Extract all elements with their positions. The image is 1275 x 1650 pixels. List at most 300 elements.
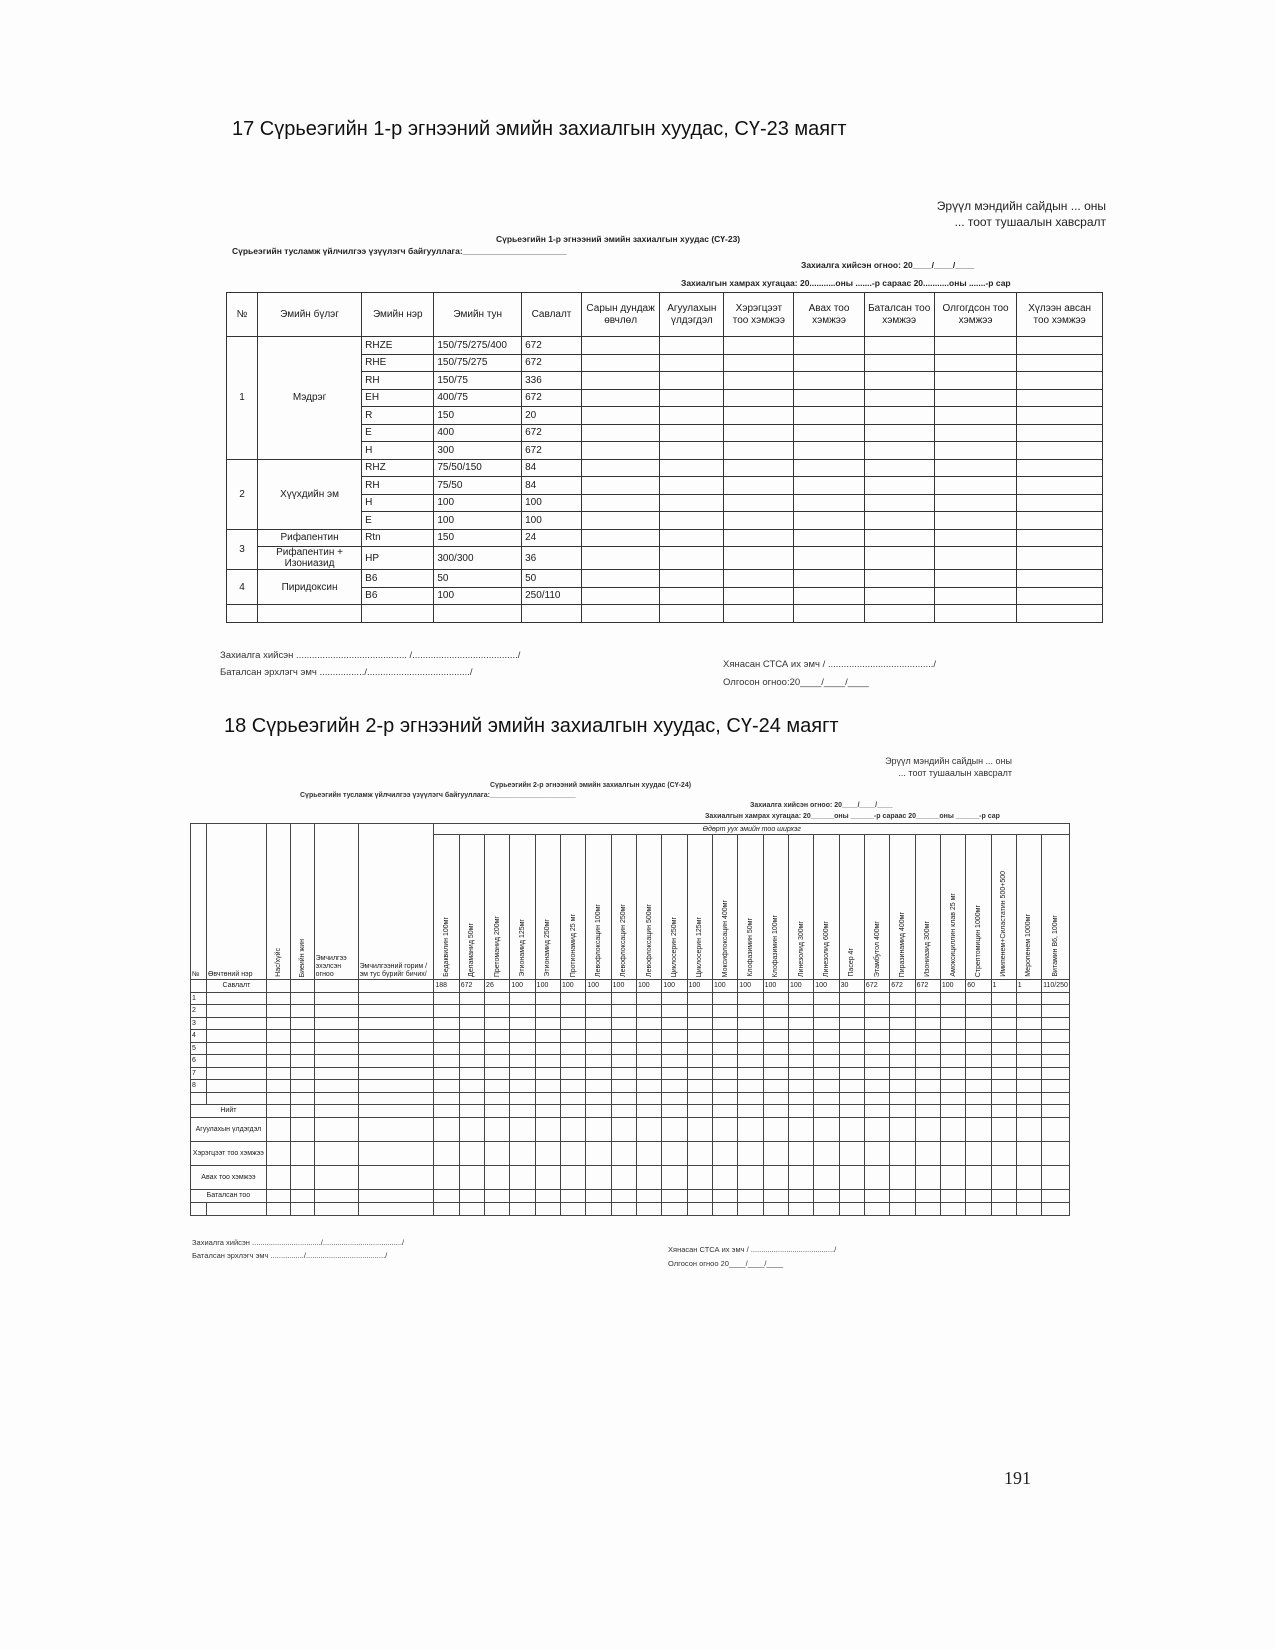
form2-empty-cell: [712, 992, 737, 1005]
form2-row-number: 5: [191, 1042, 207, 1055]
form2-table: [190, 823, 1070, 1216]
form2-empty-cell: [839, 1190, 864, 1203]
form2-empty-cell: [636, 1067, 661, 1080]
form2-empty-cell: [206, 1080, 266, 1093]
form2-empty-cell: [738, 1203, 763, 1216]
form2-note-line2: ... тоот тушаалын хавсралт: [898, 768, 1012, 778]
form2-row-number: 1: [191, 992, 207, 1005]
form2-empty-cell: [561, 1017, 586, 1030]
form2-empty-cell: [485, 1017, 510, 1030]
form2-empty-cell: [358, 1142, 434, 1166]
form1-header-cell: Эмийн бүлэг: [257, 293, 361, 337]
form2-order-note: [885, 755, 1012, 779]
form2-empty-cell: [636, 992, 661, 1005]
form2-empty-cell: [915, 1092, 940, 1105]
form1-empty-cell: [660, 547, 724, 570]
form2-drug-header: [839, 835, 864, 980]
form2-empty-cell: [788, 1005, 813, 1018]
form2-empty-cell: [266, 992, 290, 1005]
form2-empty-cell: [864, 1105, 889, 1118]
form1-cell: EH: [362, 389, 434, 407]
form2-empty-cell: [940, 1203, 965, 1216]
form2-empty-cell: [510, 1030, 535, 1043]
form2-drug-header: [763, 835, 788, 980]
form1-empty-cell: [1017, 372, 1103, 390]
form2-empty-cell: [991, 1105, 1016, 1118]
form1-cell: H: [362, 442, 434, 460]
form2-empty-cell: [358, 980, 434, 993]
form2-empty-cell: [266, 1203, 290, 1216]
form2-empty-cell: [839, 1080, 864, 1093]
form2-empty-cell: [814, 1067, 839, 1080]
form1-cell: 672: [522, 354, 582, 372]
form1-empty-cell: [724, 442, 794, 460]
form2-empty-cell: [206, 992, 266, 1005]
form2-drug-name: Изониазид 300мг: [924, 921, 932, 977]
form1-empty-cell: [660, 587, 724, 605]
form2-empty-cell: [561, 1092, 586, 1105]
form2-empty-cell: [586, 1030, 611, 1043]
form1-cell: RH: [362, 477, 434, 495]
form1-empty-cell: [864, 389, 934, 407]
form1-cell: 50: [434, 570, 522, 588]
form2-empty-cell: [788, 1166, 813, 1190]
form2-empty-cell: [586, 1080, 611, 1093]
form2-empty-cell: [485, 1092, 510, 1105]
form1-group-number: 4: [227, 570, 258, 605]
form1-cell: RHZE: [362, 337, 434, 355]
form1-cell: 84: [522, 459, 582, 477]
form1-cell: H: [362, 494, 434, 512]
form2-drug-header: [966, 835, 991, 980]
form2-empty-cell: [485, 1067, 510, 1080]
form2-drug-name: Клофазимин 50мг: [746, 918, 754, 977]
form1-sig-checked: Хянасан СТСА их эмч / ......................................../: [723, 659, 937, 670]
form2-row-number: 2: [191, 1005, 207, 1018]
form2-empty-cell: [611, 1105, 636, 1118]
form2-empty-cell: [611, 1017, 636, 1030]
form2-empty-cell: [459, 1080, 484, 1093]
form2-empty-cell: [991, 1092, 1016, 1105]
form2-empty-cell: [290, 1142, 314, 1166]
form1-cell: 24: [522, 529, 582, 547]
form2-row-number: [191, 1092, 207, 1105]
form2-empty-cell: [814, 1080, 839, 1093]
form1-empty-cell: [660, 372, 724, 390]
form2-packaging-value: 60: [966, 980, 991, 993]
form2-empty-cell: [459, 1017, 484, 1030]
form1-note-line1: Эрүүл мэндийн сайдын ... оны: [936, 199, 1106, 213]
form1-empty-cell: [581, 442, 659, 460]
form1-empty-cell: [1017, 587, 1103, 605]
form1-table-row: [227, 570, 1103, 588]
form1-empty-cell: [794, 459, 864, 477]
form1-cell: 150: [434, 529, 522, 547]
form2-packaging-value: 100: [687, 980, 712, 993]
form2-empty-cell: [940, 992, 965, 1005]
form2-table-row: [191, 1067, 1070, 1080]
form1-sig-order: Захиалга хийсэн .......................................... /......................................../: [220, 650, 521, 661]
form2-empty-cell: [561, 1142, 586, 1166]
form1-coverage: Захиалгын хамрах хугацаа: 20...........оны .......-р сараас 20...........оны .......-р сар: [681, 278, 1011, 288]
form2-empty-cell: [712, 1055, 737, 1068]
form1-header-cell: Олгогдсон тоо хэмжээ: [934, 293, 1017, 337]
form2-empty-cell: [266, 1030, 290, 1043]
form2-empty-cell: [561, 1166, 586, 1190]
form2-drug-header: [586, 835, 611, 980]
form2-drug-header: [1016, 835, 1041, 980]
form2-empty-cell: [738, 1118, 763, 1142]
form2-empty-cell: [611, 1142, 636, 1166]
form2-empty-cell: [266, 1005, 290, 1018]
form2-empty-cell: [839, 1017, 864, 1030]
form2-drug-name: Левофлоксацин 500мг: [645, 904, 653, 977]
form2-empty-cell: [814, 1203, 839, 1216]
form2-empty-cell: [991, 1166, 1016, 1190]
form1-empty-cell: [660, 459, 724, 477]
form1-empty-cell: [934, 547, 1017, 570]
form2-empty-cell: [788, 1105, 813, 1118]
form1-header-cell: Хэрэгцээт тоо хэмжээ: [724, 293, 794, 337]
form2-empty-cell: [890, 1055, 915, 1068]
form2-empty-cell: [611, 1203, 636, 1216]
form2-summary-row: [191, 1142, 1070, 1166]
form2-empty-cell: [314, 1092, 358, 1105]
form1-empty-cell: [724, 587, 794, 605]
form2-order-date: Захиалга хийсэн огноо: 20____/____/____: [750, 802, 893, 809]
form1-empty-cell: [864, 372, 934, 390]
form2-empty-cell: [839, 1166, 864, 1190]
form2-empty-cell: [1016, 1190, 1041, 1203]
form2-empty-cell: [991, 1190, 1016, 1203]
form2-empty-cell: [314, 1118, 358, 1142]
form2-packaging-value: 100: [561, 980, 586, 993]
form1-empty-cell: [660, 337, 724, 355]
form2-empty-cell: [712, 1166, 737, 1190]
form1-empty-cell: [934, 494, 1017, 512]
form2-empty-cell: [485, 1030, 510, 1043]
form1-empty-cell: [1017, 407, 1103, 425]
form2-empty-cell: [687, 1118, 712, 1142]
form1-empty-cell: [934, 477, 1017, 495]
form2-empty-cell: [485, 1105, 510, 1118]
form2-empty-cell: [839, 1042, 864, 1055]
form2-empty-cell: [864, 1005, 889, 1018]
form2-empty-cell: [1042, 1203, 1070, 1216]
form1-empty-cell: [660, 529, 724, 547]
form2-empty-cell: [1042, 992, 1070, 1005]
form2-empty-cell: [586, 1092, 611, 1105]
form2-empty-cell: [290, 1118, 314, 1142]
form2-empty-cell: [459, 992, 484, 1005]
form2-empty-cell: [839, 1142, 864, 1166]
form2-empty-cell: [459, 1142, 484, 1166]
form1-title: Сүрьеэгийн 1-р эгнээний эмийн захиалгын хуудас (СҮ-23): [496, 234, 741, 244]
form2-empty-cell: [966, 1166, 991, 1190]
form2-drug-name: Этионамид 250мг: [544, 919, 552, 977]
form2-empty-cell: [763, 1190, 788, 1203]
form2-empty-cell: [738, 1190, 763, 1203]
form2-empty-cell: [314, 1142, 358, 1166]
form2-empty-cell: [687, 1055, 712, 1068]
form1-empty-cell: [724, 494, 794, 512]
form2-empty-cell: [915, 1166, 940, 1190]
form2-empty-cell: [839, 1105, 864, 1118]
form2-packaging-value: 30: [839, 980, 864, 993]
form2-empty-cell: [206, 1030, 266, 1043]
form2-empty-cell: [991, 1005, 1016, 1018]
form2-packaging-value: 100: [763, 980, 788, 993]
form1-empty-cell: [1017, 354, 1103, 372]
form2-empty-cell: [839, 1118, 864, 1142]
form1-cell: RH: [362, 372, 434, 390]
form2-empty-cell: [266, 1080, 290, 1093]
form2-empty-cell: [864, 992, 889, 1005]
form2-col-patient: Өвчтөний нэр: [206, 824, 266, 980]
form2-empty-cell: [890, 1190, 915, 1203]
form2-empty-cell: [687, 1166, 712, 1190]
form1-empty-cell: [934, 337, 1017, 355]
form1-empty-cell: [581, 424, 659, 442]
form2-empty-cell: [662, 1017, 687, 1030]
form2-packaging-value: 672: [459, 980, 484, 993]
form1-empty-cell: [794, 529, 864, 547]
form2-empty-cell: [864, 1166, 889, 1190]
form1-empty-cell: [1017, 494, 1103, 512]
form2-row-number: 4: [191, 1030, 207, 1043]
form1-cell: R: [362, 407, 434, 425]
form1-empty-cell: [1017, 459, 1103, 477]
section-17-title: 17 Сүрьеэгийн 1-р эгнээний эмийн захиалгын хуудас, СҮ-23 маягт: [232, 118, 847, 140]
form2-empty-cell: [459, 1092, 484, 1105]
form1-cell: 672: [522, 389, 582, 407]
form2-empty-cell: [510, 1067, 535, 1080]
form1-cell: 100: [522, 512, 582, 530]
form2-drug-header: [788, 835, 813, 980]
form2-packaging-value: 100: [535, 980, 560, 993]
form2-drug-name: Линезолид 300мг: [797, 920, 805, 977]
form2-empty-cell: [712, 1105, 737, 1118]
form1-cell: 672: [522, 442, 582, 460]
form2-empty-cell: [611, 1005, 636, 1018]
form2-empty-cell: [966, 1017, 991, 1030]
form1-cell: Rtn: [362, 529, 434, 547]
form1-cell: 336: [522, 372, 582, 390]
form2-empty-cell: [814, 992, 839, 1005]
form2-packaging-value: 100: [611, 980, 636, 993]
form2-empty-cell: [290, 1055, 314, 1068]
form2-empty-cell: [510, 1190, 535, 1203]
form1-empty-cell: [660, 477, 724, 495]
form2-empty-cell: [662, 1105, 687, 1118]
form2-drug-header: [434, 835, 459, 980]
form2-empty-cell: [636, 1017, 661, 1030]
form2-empty-cell: [788, 1190, 813, 1203]
form1-empty-cell: [794, 442, 864, 460]
form2-empty-cell: [434, 1190, 459, 1203]
form2-empty-cell: [510, 1092, 535, 1105]
form2-empty-cell: [864, 1190, 889, 1203]
form2-empty-cell: [510, 1203, 535, 1216]
form2-empty-cell: [510, 1118, 535, 1142]
form1-empty-cell: [934, 459, 1017, 477]
form2-empty-cell: [890, 1080, 915, 1093]
form2-table-row: [191, 1080, 1070, 1093]
form2-empty-cell: [290, 1017, 314, 1030]
form2-empty-cell: [611, 1118, 636, 1142]
form1-empty-cell: [660, 605, 724, 623]
form2-empty-cell: [459, 1166, 484, 1190]
form2-drug-name: Протионамид 25 мг: [569, 913, 577, 977]
form1-cell: 672: [522, 337, 582, 355]
form1-group-number: 3: [227, 529, 258, 570]
form2-empty-cell: [1016, 1067, 1041, 1080]
form1-empty-cell: [581, 337, 659, 355]
form2-packaging-value: 100: [636, 980, 661, 993]
form1-empty-cell: [581, 587, 659, 605]
form2-packaging-value: 100: [712, 980, 737, 993]
form2-empty-cell: [915, 1042, 940, 1055]
form2-empty-cell: [611, 1080, 636, 1093]
form1-empty-cell: [794, 354, 864, 372]
form2-empty-cell: [636, 1142, 661, 1166]
form2-empty-cell: [510, 992, 535, 1005]
form2-empty-cell: [636, 1190, 661, 1203]
form1-empty-cell: [724, 547, 794, 570]
form2-empty-cell: [510, 1017, 535, 1030]
form2-empty-cell: [763, 1005, 788, 1018]
form2-packaging-value: 188: [434, 980, 459, 993]
form2-sig-order: Захиалга хийсэн ................................./....................................../: [192, 1238, 405, 1247]
form1-empty-cell: [581, 494, 659, 512]
form1-empty-cell: [660, 494, 724, 512]
form2-empty-cell: [485, 1118, 510, 1142]
form2-empty-cell: [966, 1030, 991, 1043]
form2-drug-name: Витамин B6, 100мг: [1052, 915, 1060, 977]
form1-cell: 250/110: [522, 587, 582, 605]
form2-empty-cell: [890, 1105, 915, 1118]
form2-empty-cell: [890, 1042, 915, 1055]
form2-empty-cell: [788, 1142, 813, 1166]
form1-header-cell: Баталсан тоо хэмжээ: [864, 293, 934, 337]
form2-summary-row: [191, 1166, 1070, 1190]
form2-empty-cell: [485, 1055, 510, 1068]
form2-empty-cell: [814, 1092, 839, 1105]
form2-drug-header: [662, 835, 687, 980]
form2-empty-cell: [763, 1092, 788, 1105]
form2-col-start: Эмчилгээ эхэлсэн огноо: [314, 824, 358, 980]
form2-empty-cell: [839, 1067, 864, 1080]
form2-empty-cell: [662, 1042, 687, 1055]
form2-empty-cell: [864, 1142, 889, 1166]
form2-empty-cell: [535, 1005, 560, 1018]
form2-empty-cell: [966, 1203, 991, 1216]
form2-empty-cell: [687, 1203, 712, 1216]
form2-empty-cell: [611, 1190, 636, 1203]
form2-empty-cell: [535, 992, 560, 1005]
form2-empty-cell: [206, 1092, 266, 1105]
form2-empty-cell: [788, 1092, 813, 1105]
form2-sig-issued: Олгосон огноо 20____/____/____: [668, 1259, 784, 1268]
form2-empty-cell: [763, 1042, 788, 1055]
form2-empty-cell: [266, 1105, 290, 1118]
form2-drug-header: [864, 835, 889, 980]
form2-empty-cell: [788, 1017, 813, 1030]
form2-empty-cell: [763, 992, 788, 1005]
form2-summary-row: [191, 1118, 1070, 1142]
form1-empty-cell: [794, 424, 864, 442]
form1-empty-cell: [724, 337, 794, 355]
form1-empty-cell: [864, 587, 934, 605]
form2-empty-cell: [1042, 1030, 1070, 1043]
form1-empty-cell: [660, 407, 724, 425]
form2-empty-cell: [434, 1092, 459, 1105]
form2-empty-cell: [611, 1092, 636, 1105]
form2-empty-cell: [712, 1092, 737, 1105]
form1-empty-cell: [724, 570, 794, 588]
form2-empty-cell: [290, 1080, 314, 1093]
form2-empty-cell: [991, 1080, 1016, 1093]
form1-empty-cell: [434, 605, 522, 623]
form2-empty-cell: [561, 1105, 586, 1118]
form2-empty-cell: [586, 1017, 611, 1030]
form2-empty-cell: [864, 1118, 889, 1142]
form2-empty-cell: [839, 1030, 864, 1043]
form2-drug-header: [459, 835, 484, 980]
form2-empty-cell: [864, 1067, 889, 1080]
form2-empty-cell: [915, 1105, 940, 1118]
form2-empty-cell: [940, 1017, 965, 1030]
form2-empty-cell: [434, 992, 459, 1005]
form2-empty-cell: [864, 1042, 889, 1055]
form2-drug-name: Циклосерин 125мг: [696, 916, 704, 977]
form2-empty-cell: [434, 1005, 459, 1018]
form2-packaging-value: 26: [485, 980, 510, 993]
form1-empty-cell: [934, 354, 1017, 372]
form2-row-number: 8: [191, 1080, 207, 1093]
form2-summary-label: Хэрэгцээт тоо хэмжээ: [191, 1142, 267, 1166]
form2-empty-cell: [712, 1067, 737, 1080]
form2-empty-cell: [788, 1067, 813, 1080]
form1-table-row: [227, 459, 1103, 477]
form1-empty-cell: [864, 459, 934, 477]
form2-empty-cell: [266, 1166, 290, 1190]
form2-drug-name: Пасер 4г: [848, 948, 856, 977]
form2-table-row: [191, 1203, 1070, 1216]
form1-cell: 150: [434, 407, 522, 425]
form2-empty-cell: [814, 1118, 839, 1142]
form2-empty-cell: [586, 1203, 611, 1216]
form2-empty-cell: [561, 1067, 586, 1080]
form2-note-line1: Эрүүл мэндийн сайдын ... оны: [885, 756, 1012, 766]
form2-drug-header: [915, 835, 940, 980]
form2-empty-cell: [687, 1030, 712, 1043]
form1-header-cell: Сарын дундаж өвчлөл: [581, 293, 659, 337]
form2-empty-cell: [1042, 1118, 1070, 1142]
form2-empty-cell: [1016, 1042, 1041, 1055]
form2-empty-cell: [290, 1067, 314, 1080]
form2-drug-header: [814, 835, 839, 980]
form1-empty-cell: [660, 442, 724, 460]
form2-empty-cell: [510, 1105, 535, 1118]
form2-empty-cell: [636, 1005, 661, 1018]
form2-empty-cell: [561, 1190, 586, 1203]
form2-drug-header: [510, 835, 535, 980]
form2-empty-cell: [314, 1105, 358, 1118]
form2-empty-cell: [966, 1105, 991, 1118]
form1-header-cell: Агуулахын үлдэгдэл: [660, 293, 724, 337]
form2-empty-cell: [687, 1105, 712, 1118]
